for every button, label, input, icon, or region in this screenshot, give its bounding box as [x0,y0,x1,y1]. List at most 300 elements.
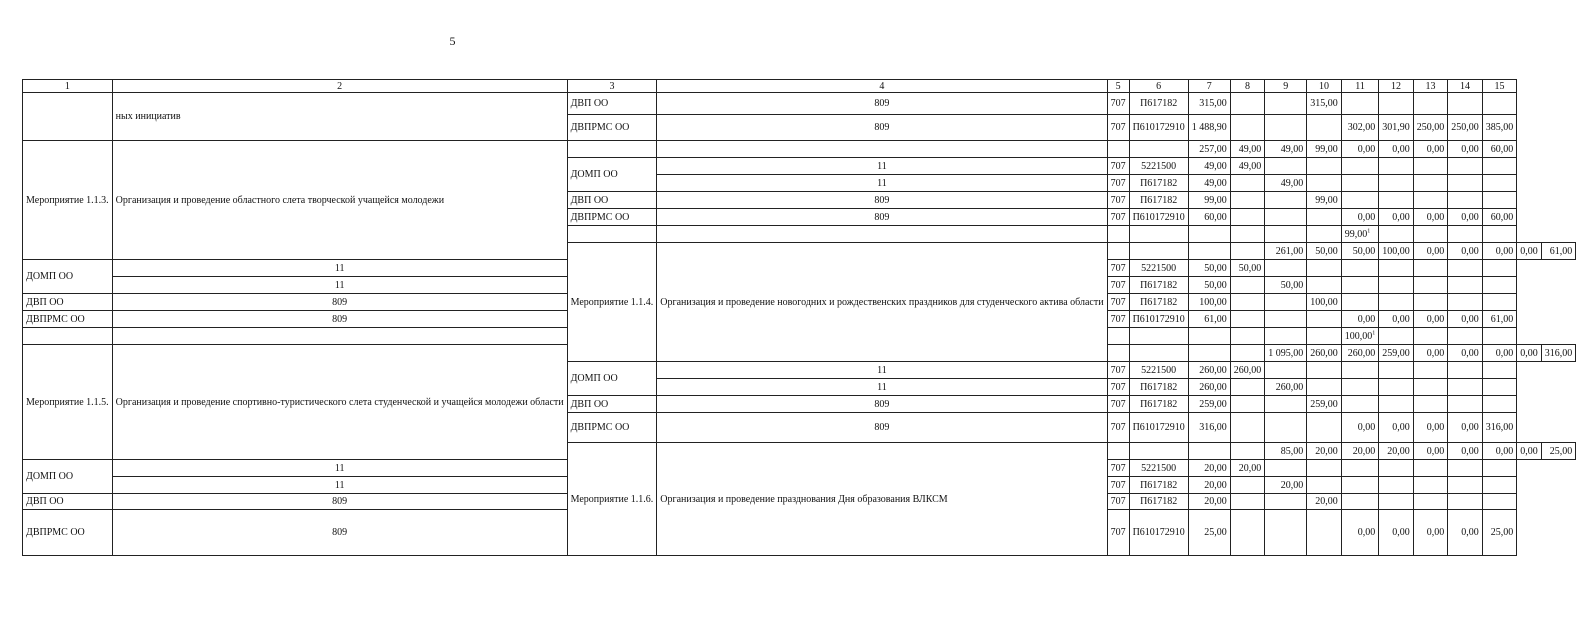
table-cell: ДВП ОО [567,192,657,209]
table-cell [1379,277,1414,294]
table-cell: 315,00 [1307,93,1342,115]
table-cell [1448,460,1483,477]
table-cell: 20,00 [1188,460,1230,477]
table-cell [1107,141,1129,158]
column-header: 4 [657,80,1107,93]
table-cell [1448,260,1483,277]
table-cell [1307,277,1342,294]
table-cell: 11 [657,175,1107,192]
table-cell: 707 [1107,294,1129,311]
table-cell: 707 [1107,413,1129,443]
table-cell [1341,192,1379,209]
table-cell: 0,00 [1413,510,1448,556]
table-cell: 99,00 [1188,192,1230,209]
table-cell: ДВП ОО [567,396,657,413]
table-cell [1413,158,1448,175]
table-cell: 257,00 [1188,141,1230,158]
table-cell [1230,328,1265,345]
table-cell: 5221500 [1129,460,1188,477]
table-cell: 250,00 [1413,115,1448,141]
table-cell: П617182 [1129,294,1188,311]
table-cell: П617182 [1129,379,1188,396]
table-cell: 707 [1107,93,1129,115]
table-cell [1341,494,1379,510]
table-cell: 11 [112,260,567,277]
table-cell: 260,00 [1265,379,1307,396]
table-cell [1413,192,1448,209]
table-cell [1265,294,1307,311]
footnote-mark: 1 [1367,228,1371,235]
table-cell: 707 [1107,460,1129,477]
table-cell [1482,226,1517,243]
table-cell [1230,192,1265,209]
table-cell [1341,260,1379,277]
table-cell [1482,328,1517,345]
table-cell: 0,00 [1341,510,1379,556]
table-cell: 260,00 [1307,345,1342,362]
table-cell: 49,00 [1265,141,1307,158]
table-cell [1482,294,1517,311]
table-cell: 11 [657,379,1107,396]
table-cell: 49,00 [1188,175,1230,192]
column-header: 15 [1482,80,1517,93]
column-header: 12 [1379,80,1414,93]
table-cell [657,141,1107,158]
table-cell [1230,93,1265,115]
footnote-cell [1341,328,1379,345]
table-cell [1307,226,1342,243]
table-cell: 809 [112,294,567,311]
table-cell: 100,00 [1379,243,1414,260]
column-header: 3 [567,80,657,93]
table-cell [1129,328,1188,345]
table-cell: 0,00 [1482,443,1517,460]
column-header: 9 [1265,80,1307,93]
table-cell [1307,510,1342,556]
table-cell: 11 [112,460,567,477]
table-cell [1413,260,1448,277]
table-cell [1230,209,1265,226]
table-cell: 20,00 [1307,494,1342,510]
table-cell: ДВПРМС ОО [23,510,113,556]
event-cell: Мероприятие 1.1.5. [23,345,113,460]
table-cell [1265,93,1307,115]
table-cell: 0,00 [1413,141,1448,158]
table-cell [1265,396,1307,413]
table-cell: П617182 [1129,93,1188,115]
table-cell [1230,115,1265,141]
column-header: 1 [23,80,113,93]
table-cell: 809 [657,413,1107,443]
table-cell [1448,226,1483,243]
table-cell [1129,141,1188,158]
table-cell [1482,158,1517,175]
table-cell: 316,00 [1482,413,1517,443]
event-cell [23,93,113,141]
table-cell: 809 [657,209,1107,226]
table-cell: 0,00 [1341,141,1379,158]
table-cell: 259,00 [1307,396,1342,413]
table-cell: П617182 [1129,175,1188,192]
table-cell [1307,260,1342,277]
table-cell [1230,477,1265,494]
recipient-cell: ДОМП ОО [23,460,113,494]
table-cell: 50,00 [1307,243,1342,260]
table-cell [1230,226,1265,243]
table-cell: 50,00 [1230,260,1265,277]
table-row [23,93,1576,115]
column-header: 11 [1341,80,1379,93]
column-header: 14 [1448,80,1483,93]
table-cell: 302,00 [1341,115,1379,141]
table-cell [1482,93,1517,115]
table-cell [1230,396,1265,413]
table-cell [1265,209,1307,226]
table-cell [1107,328,1129,345]
table-cell [1230,494,1265,510]
table-cell: 707 [1107,510,1129,556]
table-cell [1482,362,1517,379]
table-cell [1265,413,1307,443]
table-cell [1413,226,1448,243]
table-cell [1448,477,1483,494]
table-cell: 25,00 [1541,443,1576,460]
table-cell [1307,379,1342,396]
column-header: 10 [1307,80,1342,93]
table-cell: П610172910 [1129,510,1188,556]
table-cell: 5221500 [1129,362,1188,379]
table-cell: 707 [1107,115,1129,141]
table-cell [1413,175,1448,192]
table-cell [1341,294,1379,311]
table-cell: 0,00 [1448,311,1483,328]
table-cell [1413,460,1448,477]
table-cell: 0,00 [1413,209,1448,226]
table-cell [1379,328,1414,345]
table-cell [1230,443,1265,460]
table-cell [1230,413,1265,443]
table-cell: 60,00 [1188,209,1230,226]
table-cell [1413,362,1448,379]
table-cell: 11 [657,158,1107,175]
table-cell: 809 [112,494,567,510]
table-cell: 707 [1107,379,1129,396]
table-cell [1379,158,1414,175]
table-cell: 100,00 [1188,294,1230,311]
table-cell [1482,494,1517,510]
column-header: 2 [112,80,567,93]
table-cell [1413,396,1448,413]
table-cell [1107,226,1129,243]
table-cell [1230,175,1265,192]
table-cell: 85,00 [1265,443,1307,460]
table-cell: 385,00 [1482,115,1517,141]
table-cell [1188,328,1230,345]
table-cell [1482,277,1517,294]
recipient-cell: ДОМП ОО [567,158,657,192]
table-cell: 707 [1107,209,1129,226]
table-cell: 99,00 [1307,192,1342,209]
table-cell [1413,477,1448,494]
table-cell: ДВП ОО [23,494,113,510]
table-cell: ДВПРМС ОО [567,413,657,443]
table-cell: 50,00 [1265,277,1307,294]
column-header: 5 [1107,80,1129,93]
description-cell: Организация и проведение новогодних и рождественских праздников для студенческого актива области [657,243,1107,362]
table-cell: 20,00 [1341,443,1379,460]
table-cell: П617182 [1129,477,1188,494]
table-cell [1307,413,1342,443]
footnote-mark: 1 [1372,330,1376,337]
table-cell: 60,00 [1482,141,1517,158]
table-cell [1413,277,1448,294]
table-cell: 0,00 [1379,311,1414,328]
description-cell: Организация и проведение спортивно-туристического слета студенческой и учащейся молодежи области [112,345,567,460]
table-cell: 20,00 [1188,477,1230,494]
table-cell: 1 095,00 [1265,345,1307,362]
table-cell [1448,175,1483,192]
table-cell: 20,00 [1230,460,1265,477]
column-header: 6 [1129,80,1188,93]
table-cell: 99,00 [1307,141,1342,158]
table-cell [1307,311,1342,328]
table-cell: 707 [1107,260,1129,277]
table-cell [1482,260,1517,277]
table-cell: 301,90 [1379,115,1414,141]
table-cell [1265,226,1307,243]
table-cell [23,328,113,345]
table-cell: 1 488,90 [1188,115,1230,141]
table-cell: 0,00 [1341,413,1379,443]
table-cell [1188,243,1230,260]
table-cell: 0,00 [1517,243,1542,260]
table-cell: 809 [657,93,1107,115]
event-cell: Мероприятие 1.1.6. [567,443,657,556]
table-cell [1448,362,1483,379]
table-cell: 0,00 [1448,209,1483,226]
column-header: 8 [1230,80,1265,93]
table-cell [1307,460,1342,477]
table-cell [1379,396,1414,413]
table-cell [1265,158,1307,175]
table-cell: 0,00 [1379,209,1414,226]
table-cell: 50,00 [1188,260,1230,277]
table-cell: 49,00 [1230,158,1265,175]
table-cell [567,141,657,158]
table-cell [1230,294,1265,311]
table-cell: 0,00 [1448,141,1483,158]
table-cell [1307,175,1342,192]
table-cell [1265,260,1307,277]
footnote-cell [1341,226,1379,243]
table-cell: 707 [1107,192,1129,209]
table-cell: 0,00 [1448,413,1483,443]
page-number: 5 [449,34,456,48]
budget-table [22,79,1576,556]
header-row [23,80,1576,93]
table-cell: 25,00 [1482,510,1517,556]
table-cell: 49,00 [1230,141,1265,158]
table-cell [1448,192,1483,209]
table-cell [1379,494,1414,510]
table-cell [1307,477,1342,494]
table-cell: 707 [1107,396,1129,413]
table-cell [1265,362,1307,379]
table-cell: 707 [1107,477,1129,494]
table-cell: 49,00 [1265,175,1307,192]
table-cell: 61,00 [1541,243,1576,260]
table-cell [1482,477,1517,494]
table-cell: 707 [1107,362,1129,379]
table-cell: 0,00 [1379,510,1414,556]
table-cell: 259,00 [1379,345,1414,362]
table-cell: ДВПРМС ОО [567,115,657,141]
table-cell [1107,345,1129,362]
table-cell: 0,00 [1413,243,1448,260]
table-cell [1307,362,1342,379]
table-cell [1307,328,1342,345]
table-cell [1265,311,1307,328]
table-cell: 0,00 [1448,510,1483,556]
table-cell: 707 [1107,277,1129,294]
table-cell [1307,115,1342,141]
table-cell [1230,311,1265,328]
recipient-cell: ДОМП ОО [23,260,113,294]
table-cell [1230,345,1265,362]
table-cell: 11 [112,477,567,494]
table-cell: 250,00 [1448,115,1483,141]
table-cell [1230,510,1265,556]
table-cell: 707 [1107,311,1129,328]
table-cell [1448,396,1483,413]
table-cell [1307,209,1342,226]
table-cell [1265,192,1307,209]
table-cell: ДВП ОО [23,294,113,311]
table-cell [1230,277,1265,294]
table-cell: 5221500 [1129,158,1188,175]
table-cell: 61,00 [1482,311,1517,328]
table-cell [1482,192,1517,209]
table-cell [1482,379,1517,396]
table-cell: П610172910 [1129,311,1188,328]
table-cell [1379,477,1414,494]
table-cell [1188,226,1230,243]
table-cell [1413,93,1448,115]
table-cell [1448,328,1483,345]
table-cell: 0,00 [1517,345,1542,362]
table-cell [1448,93,1483,115]
footnote-value: 99,00 [1344,228,1368,240]
table-cell [1379,362,1414,379]
description-cell: Организация и проведение областного слета творческой учащейся молодежи [112,141,567,260]
table-cell: 315,00 [1188,93,1230,115]
table-cell [1230,379,1265,396]
table-cell: 60,00 [1482,209,1517,226]
recipient-cell: ДОМП ОО [567,362,657,396]
table-cell [1448,158,1483,175]
table-cell [1341,175,1379,192]
table-cell: 0,00 [1413,345,1448,362]
table-cell: 316,00 [1541,345,1576,362]
table-cell [1188,345,1230,362]
table-cell: 260,00 [1341,345,1379,362]
table-cell [1448,379,1483,396]
table-cell: 49,00 [1188,158,1230,175]
footnote-value: 100,00 [1344,330,1373,342]
table-cell: П617182 [1129,396,1188,413]
table-cell: 0,00 [1448,443,1483,460]
table-cell: 316,00 [1188,413,1230,443]
description-cell: Организация и проведение празднования Дня образования ВЛКСМ [657,443,1107,556]
event-cell: Мероприятие 1.1.4. [567,243,657,362]
table-cell [1341,396,1379,413]
table-cell: 61,00 [1188,311,1230,328]
table-cell: 20,00 [1265,477,1307,494]
table-cell [1129,243,1188,260]
table-cell: 0,00 [1448,243,1483,260]
table-cell: ДВПРМС ОО [23,311,113,328]
table-cell [1107,243,1129,260]
table-cell [1482,396,1517,413]
table-cell [1341,93,1379,115]
table-cell [1413,494,1448,510]
table-cell [1379,379,1414,396]
table-cell [1448,494,1483,510]
table-cell [1482,175,1517,192]
table-cell [112,328,567,345]
table-cell [1265,328,1307,345]
table-cell [1307,158,1342,175]
table-cell: 20,00 [1307,443,1342,460]
table-cell [1129,226,1188,243]
table-cell: П610172910 [1129,115,1188,141]
table-cell: 11 [112,277,567,294]
table-cell [1188,443,1230,460]
table-row [23,141,1576,158]
table-cell [1341,477,1379,494]
table-cell: 809 [657,396,1107,413]
table-cell: 0,00 [1482,243,1517,260]
table-cell [1379,294,1414,311]
table-cell: 707 [1107,158,1129,175]
table-cell: 0,00 [1341,311,1379,328]
table-cell: 11 [657,362,1107,379]
table-cell [1448,277,1483,294]
table-cell: 809 [657,192,1107,209]
table-cell [567,226,657,243]
table-cell: ДВП ОО [567,93,657,115]
table-cell: 5221500 [1129,260,1188,277]
table-cell: 260,00 [1188,379,1230,396]
table-cell: П610172910 [1129,209,1188,226]
table-cell: 707 [1107,175,1129,192]
table-cell [657,226,1107,243]
table-cell: 50,00 [1341,243,1379,260]
table-cell [1413,379,1448,396]
table-cell: П617182 [1129,277,1188,294]
description-cell: ных инициатив [112,93,567,141]
table-cell: 20,00 [1188,494,1230,510]
table-cell [1482,460,1517,477]
table-cell: 0,00 [1413,413,1448,443]
table-cell [1129,345,1188,362]
table-cell [1413,328,1448,345]
table-cell [1129,443,1188,460]
table-cell [1265,460,1307,477]
table-cell [1413,294,1448,311]
table-cell [1341,379,1379,396]
table-cell [1341,460,1379,477]
